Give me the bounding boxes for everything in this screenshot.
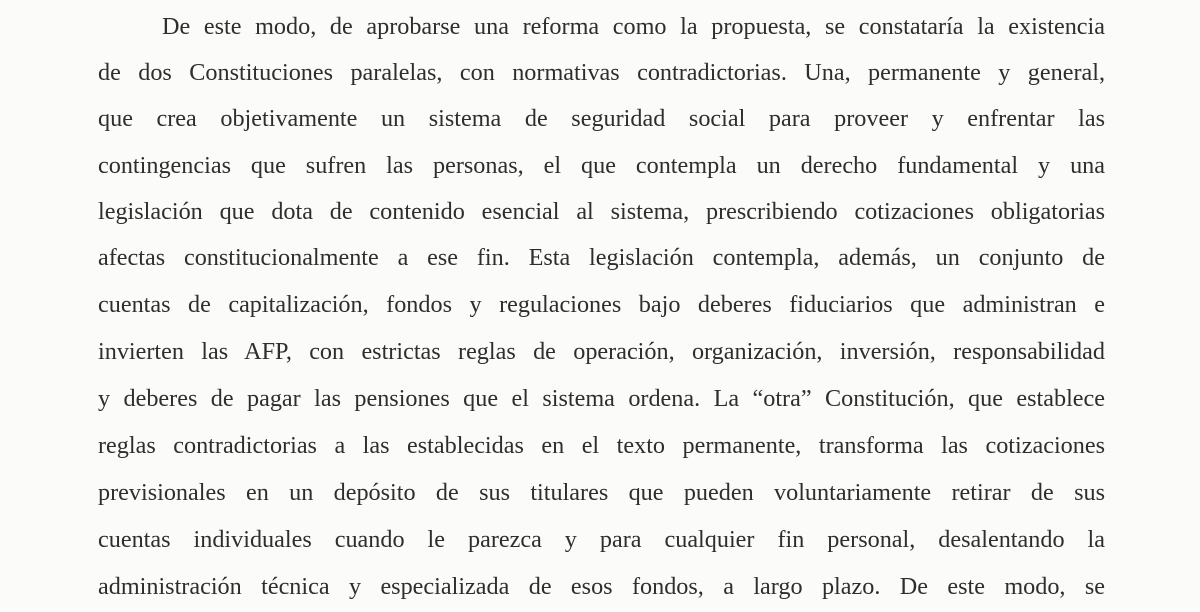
- paragraph-line-8: invierten las AFP, con estrictas reglas de operación, organización, inversión, responsabilidad: [98, 338, 1105, 365]
- paragraph-line-12: cuentas individuales cuando le parezca y para cualquier fin personal, desalentando la: [98, 526, 1105, 553]
- paragraph-line-6: afectas constitucionalmente a ese fin. Esta legislación contempla, además, un conjunto de: [98, 244, 1105, 271]
- paragraph-line-4: contingencias que sufren las personas, el que contempla un derecho fundamental y una: [98, 152, 1105, 179]
- paragraph-line-3: que crea objetivamente un sistema de seguridad social para proveer y enfrentar las: [98, 105, 1105, 132]
- paragraph-line-7: cuentas de capitalización, fondos y regulaciones bajo deberes fiduciarios que administran e: [98, 291, 1105, 318]
- paragraph-line-13: administración técnica y especializada de esos fondos, a largo plazo. De este modo, se: [98, 573, 1105, 600]
- paragraph-line-1: De este modo, de aprobarse una reforma como la propuesta, se constataría la existencia: [162, 13, 1105, 40]
- paragraph-line-5: legislación que dota de contenido esencial al sistema, prescribiendo cotizaciones obligatorias: [98, 198, 1105, 225]
- paragraph-line-9: y deberes de pagar las pensiones que el sistema ordena. La “otra” Constitución, que establece: [98, 385, 1105, 412]
- paragraph-line-2: de dos Constituciones paralelas, con normativas contradictorias. Una, permanente y general,: [98, 59, 1105, 86]
- paragraph-line-11: previsionales en un depósito de sus titulares que pueden voluntariamente retirar de sus: [98, 479, 1105, 506]
- paragraph-line-10: reglas contradictorias a las establecidas en el texto permanente, transforma las cotizaciones: [98, 432, 1105, 459]
